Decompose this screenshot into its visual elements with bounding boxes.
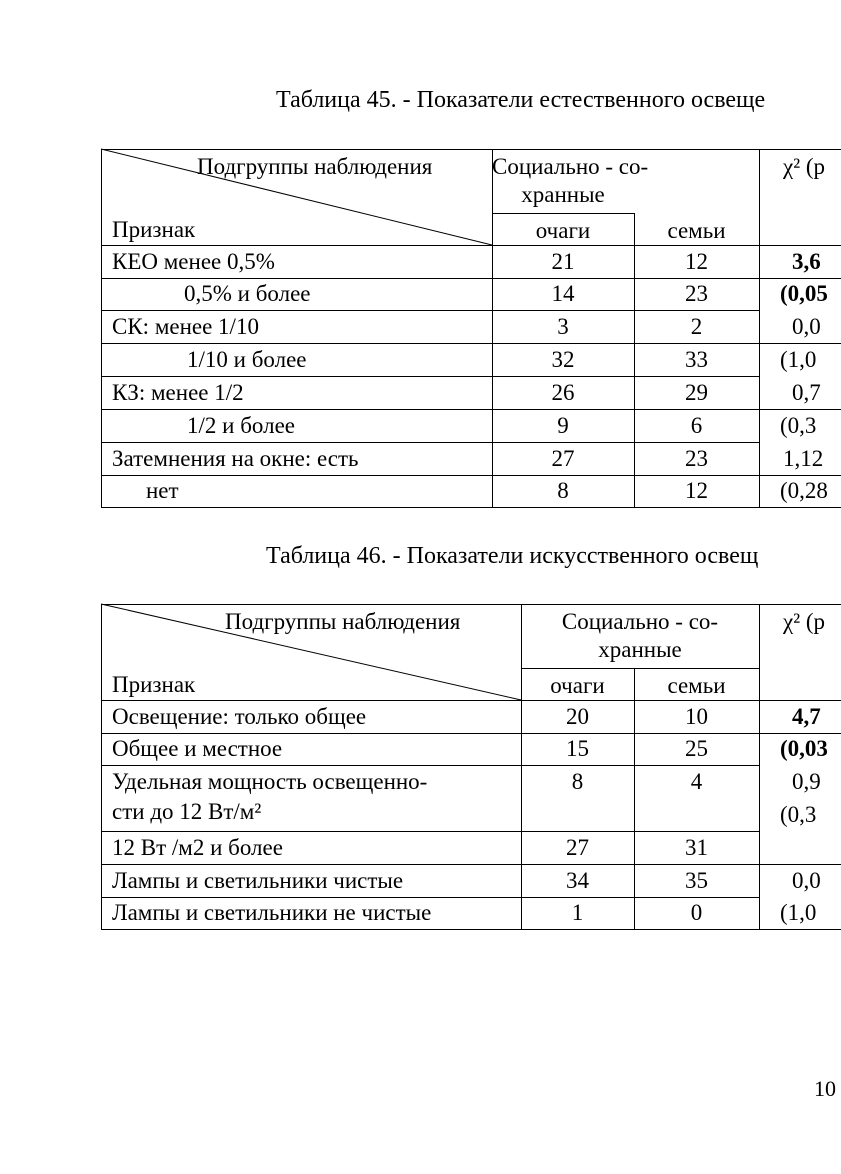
header-group-line2: хранные — [521, 182, 605, 207]
cell-chi: 0,7 — [792, 380, 821, 405]
cell-chi: (0,03 — [780, 736, 828, 761]
cell-ochagi: 20 — [566, 704, 589, 729]
row-label: Затемнения на окне: есть — [112, 446, 359, 471]
cell-chi: (0,05 — [780, 281, 828, 306]
cell-chi-p: (0,3 — [780, 802, 817, 827]
cell-semi: 12 — [685, 249, 708, 274]
header-group-line2: хранные — [598, 637, 682, 662]
header-sign: Признак — [112, 672, 196, 697]
cell-semi: 29 — [685, 380, 708, 405]
cell-chi: 0,0 — [792, 868, 821, 893]
cell-chi: 0,0 — [792, 314, 821, 339]
cell-ochagi: 21 — [551, 249, 575, 274]
cell-semi: 0 — [690, 900, 703, 925]
cell-ochagi: 27 — [566, 835, 589, 860]
header-col-semi: семьи — [667, 218, 726, 243]
cell-semi: 10 — [685, 704, 708, 729]
header-col-ochagi: очаги — [535, 218, 591, 243]
header-subgroups: Подгруппы наблюдения — [197, 154, 433, 179]
header-subgroups: Подгруппы наблюдения — [225, 609, 461, 634]
cell-chi: 0,9 — [792, 769, 821, 794]
table-45-caption: Таблица 45. - Показатели естественного освеще — [276, 87, 766, 113]
cell-ochagi: 26 — [551, 380, 575, 405]
cell-semi: 23 — [685, 281, 708, 306]
row-label-line2: сти до 12 Вт/м² — [112, 799, 262, 824]
page-number: 10 — [814, 1076, 836, 1101]
cell-ochagi: 14 — [551, 281, 575, 306]
cell-semi: 35 — [685, 868, 708, 893]
header-col-ochagi: очаги — [550, 673, 605, 698]
row-label: 0,5% и более — [184, 281, 311, 306]
cell-chi: 1,12 — [783, 446, 824, 471]
cell-chi: (1,0 — [780, 347, 817, 372]
row-label: КЕО менее 0,5% — [112, 249, 275, 274]
header-col-semi: семьи — [667, 673, 726, 698]
row-label: 1/10 и более — [187, 347, 307, 372]
row-label: 1/2 и более — [187, 413, 295, 438]
cell-ochagi: 32 — [551, 347, 575, 372]
cell-chi: 3,6 — [792, 249, 821, 274]
cell-chi: (1,0 — [780, 900, 817, 925]
cell-chi: 4,7 — [792, 704, 821, 729]
table-46-caption: Таблица 46. - Показатели искусственного освещ — [266, 543, 759, 569]
row-label: Общее и местное — [112, 736, 283, 761]
table-45 — [101, 149, 841, 507]
row-label: СК: менее 1/10 — [112, 314, 259, 339]
table-46 — [101, 604, 841, 930]
cell-ochagi: 9 — [557, 413, 569, 438]
cell-semi: 12 — [685, 478, 708, 503]
row-label: нет — [146, 478, 179, 503]
cell-semi: 25 — [685, 736, 708, 761]
header-chi-square: χ² (р — [783, 154, 826, 179]
cell-semi: 4 — [690, 769, 703, 794]
cell-ochagi: 15 — [566, 736, 589, 761]
cell-semi: 23 — [685, 446, 708, 471]
row-label-line1: Удельная мощность освещенно- — [112, 769, 428, 794]
row-label: 12 Вт /м2 и более — [112, 835, 283, 860]
header-sign: Признак — [112, 217, 196, 242]
header-group-line1: Социально - со- — [492, 154, 649, 179]
row-label: Лампы и светильники не чистые — [112, 900, 432, 925]
cell-ochagi: 34 — [566, 868, 589, 893]
cell-semi: 31 — [685, 835, 708, 860]
cell-semi: 6 — [690, 413, 703, 438]
cell-ochagi: 8 — [571, 769, 584, 794]
header-group-line1: Социально - со- — [561, 609, 719, 634]
cell-chi: (0,3 — [780, 413, 817, 438]
row-label: КЗ: менее 1/2 — [112, 380, 244, 405]
header-chi-square: χ² (р — [783, 609, 826, 634]
cell-chi: (0,28 — [780, 478, 828, 503]
cell-ochagi: 8 — [557, 478, 569, 503]
cell-ochagi: 27 — [551, 446, 575, 471]
cell-semi: 2 — [690, 314, 703, 339]
row-label: Лампы и светильники чистые — [112, 868, 404, 893]
cell-ochagi: 1 — [571, 900, 584, 925]
cell-semi: 33 — [685, 347, 708, 372]
row-label: Освещение: только общее — [112, 704, 367, 729]
cell-ochagi: 3 — [557, 314, 569, 339]
